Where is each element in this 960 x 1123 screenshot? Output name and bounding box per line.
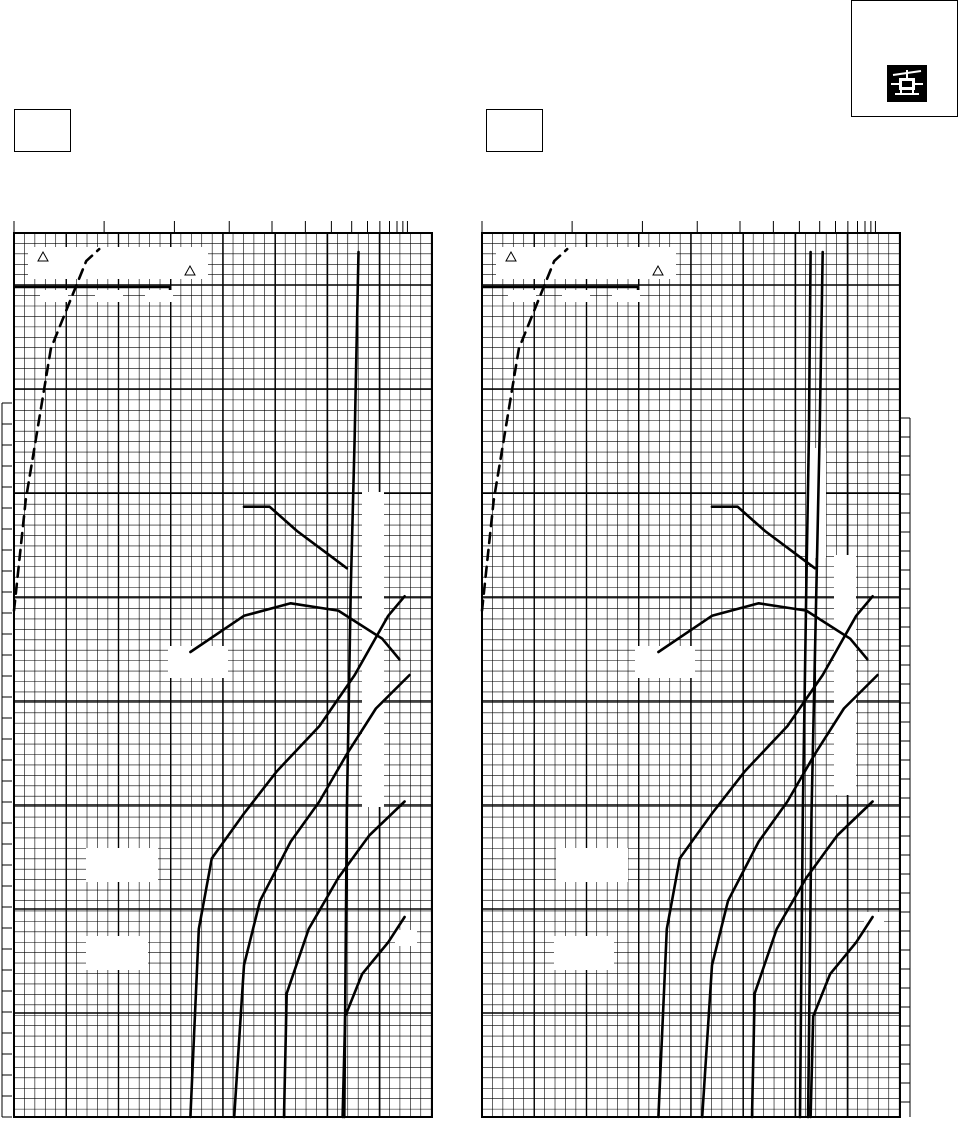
left-chart (2, 221, 432, 1117)
annotation-blank (168, 646, 228, 678)
annotation-blank (395, 930, 417, 946)
annotation-blank (508, 290, 536, 302)
annotation-blank (612, 290, 640, 302)
annotation-blank (554, 936, 614, 970)
annotation-blank (40, 290, 68, 302)
annotation-blank (86, 936, 148, 970)
legend-box (28, 247, 208, 279)
annotation-blank (834, 555, 856, 795)
right-chart (482, 221, 910, 1117)
annotation-blank (562, 290, 590, 302)
series-line-4 (343, 917, 405, 1117)
legend-box (496, 247, 676, 279)
annotation-blank (635, 646, 695, 678)
annotation-blank (86, 848, 158, 882)
annotation-blank (556, 848, 628, 882)
series-line-4 (811, 917, 873, 1117)
annotation-blank (145, 290, 173, 302)
annotation-blank (95, 290, 123, 302)
annotation-blank (362, 492, 384, 807)
